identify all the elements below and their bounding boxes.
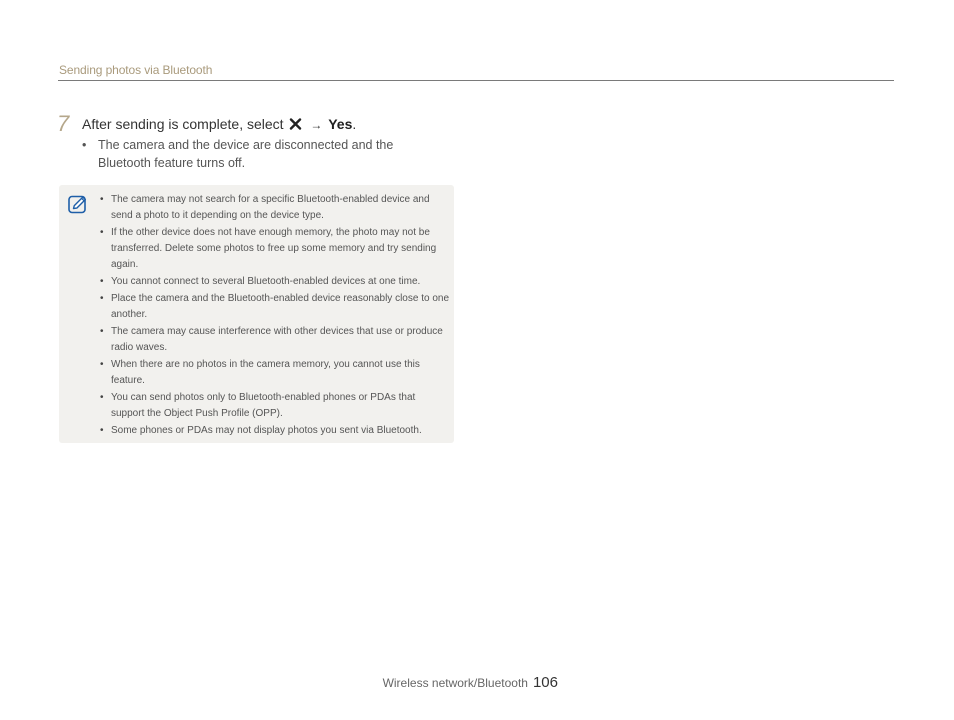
footer-section: Wireless network/Bluetooth xyxy=(382,676,528,690)
bullet: • xyxy=(82,138,87,152)
running-header: Sending photos via Bluetooth xyxy=(59,63,213,77)
step-text-before: After sending is complete, select xyxy=(82,116,284,132)
note-box xyxy=(59,185,454,443)
close-x-icon xyxy=(289,118,302,130)
note-list xyxy=(99,192,449,440)
note-item: • You can send photos only to Bluetooth-enabled phones or PDAs that support the Object Push Profile (OPP). xyxy=(99,390,449,422)
page-footer xyxy=(383,674,558,691)
note-item: • When there are no photos in the camera memory, you cannot use this feature. xyxy=(99,357,449,389)
step-instruction xyxy=(82,116,356,132)
yes-option-label: Yes xyxy=(328,116,353,132)
step-result-item xyxy=(82,136,422,172)
step-result-text: The camera and the device are disconnected and the Bluetooth feature turns off. xyxy=(98,138,394,170)
note-pencil-icon xyxy=(67,194,89,216)
note-item: • Some phones or PDAs may not display photos you sent via Bluetooth. xyxy=(99,423,449,439)
page-number: 106 xyxy=(532,674,558,691)
note-item: • You cannot connect to several Bluetooth-enabled devices at one time. xyxy=(99,274,449,290)
step-period: . xyxy=(352,116,357,132)
note-item: • Place the camera and the Bluetooth-enabled device reasonably close to one another. xyxy=(99,291,449,323)
header-divider xyxy=(58,80,894,81)
step-number: 7 xyxy=(57,111,70,136)
arrow-icon: → xyxy=(310,118,323,132)
note-item: • If the other device does not have enough memory, the photo may not be transferred. Delete some photos to free up some memory and try sending again. xyxy=(99,225,449,273)
note-item: • The camera may not search for a specific Bluetooth-enabled device and send a photo to it depending on the device type. xyxy=(99,192,449,224)
note-item: • The camera may cause interference with other devices that use or produce radio waves. xyxy=(99,324,449,356)
